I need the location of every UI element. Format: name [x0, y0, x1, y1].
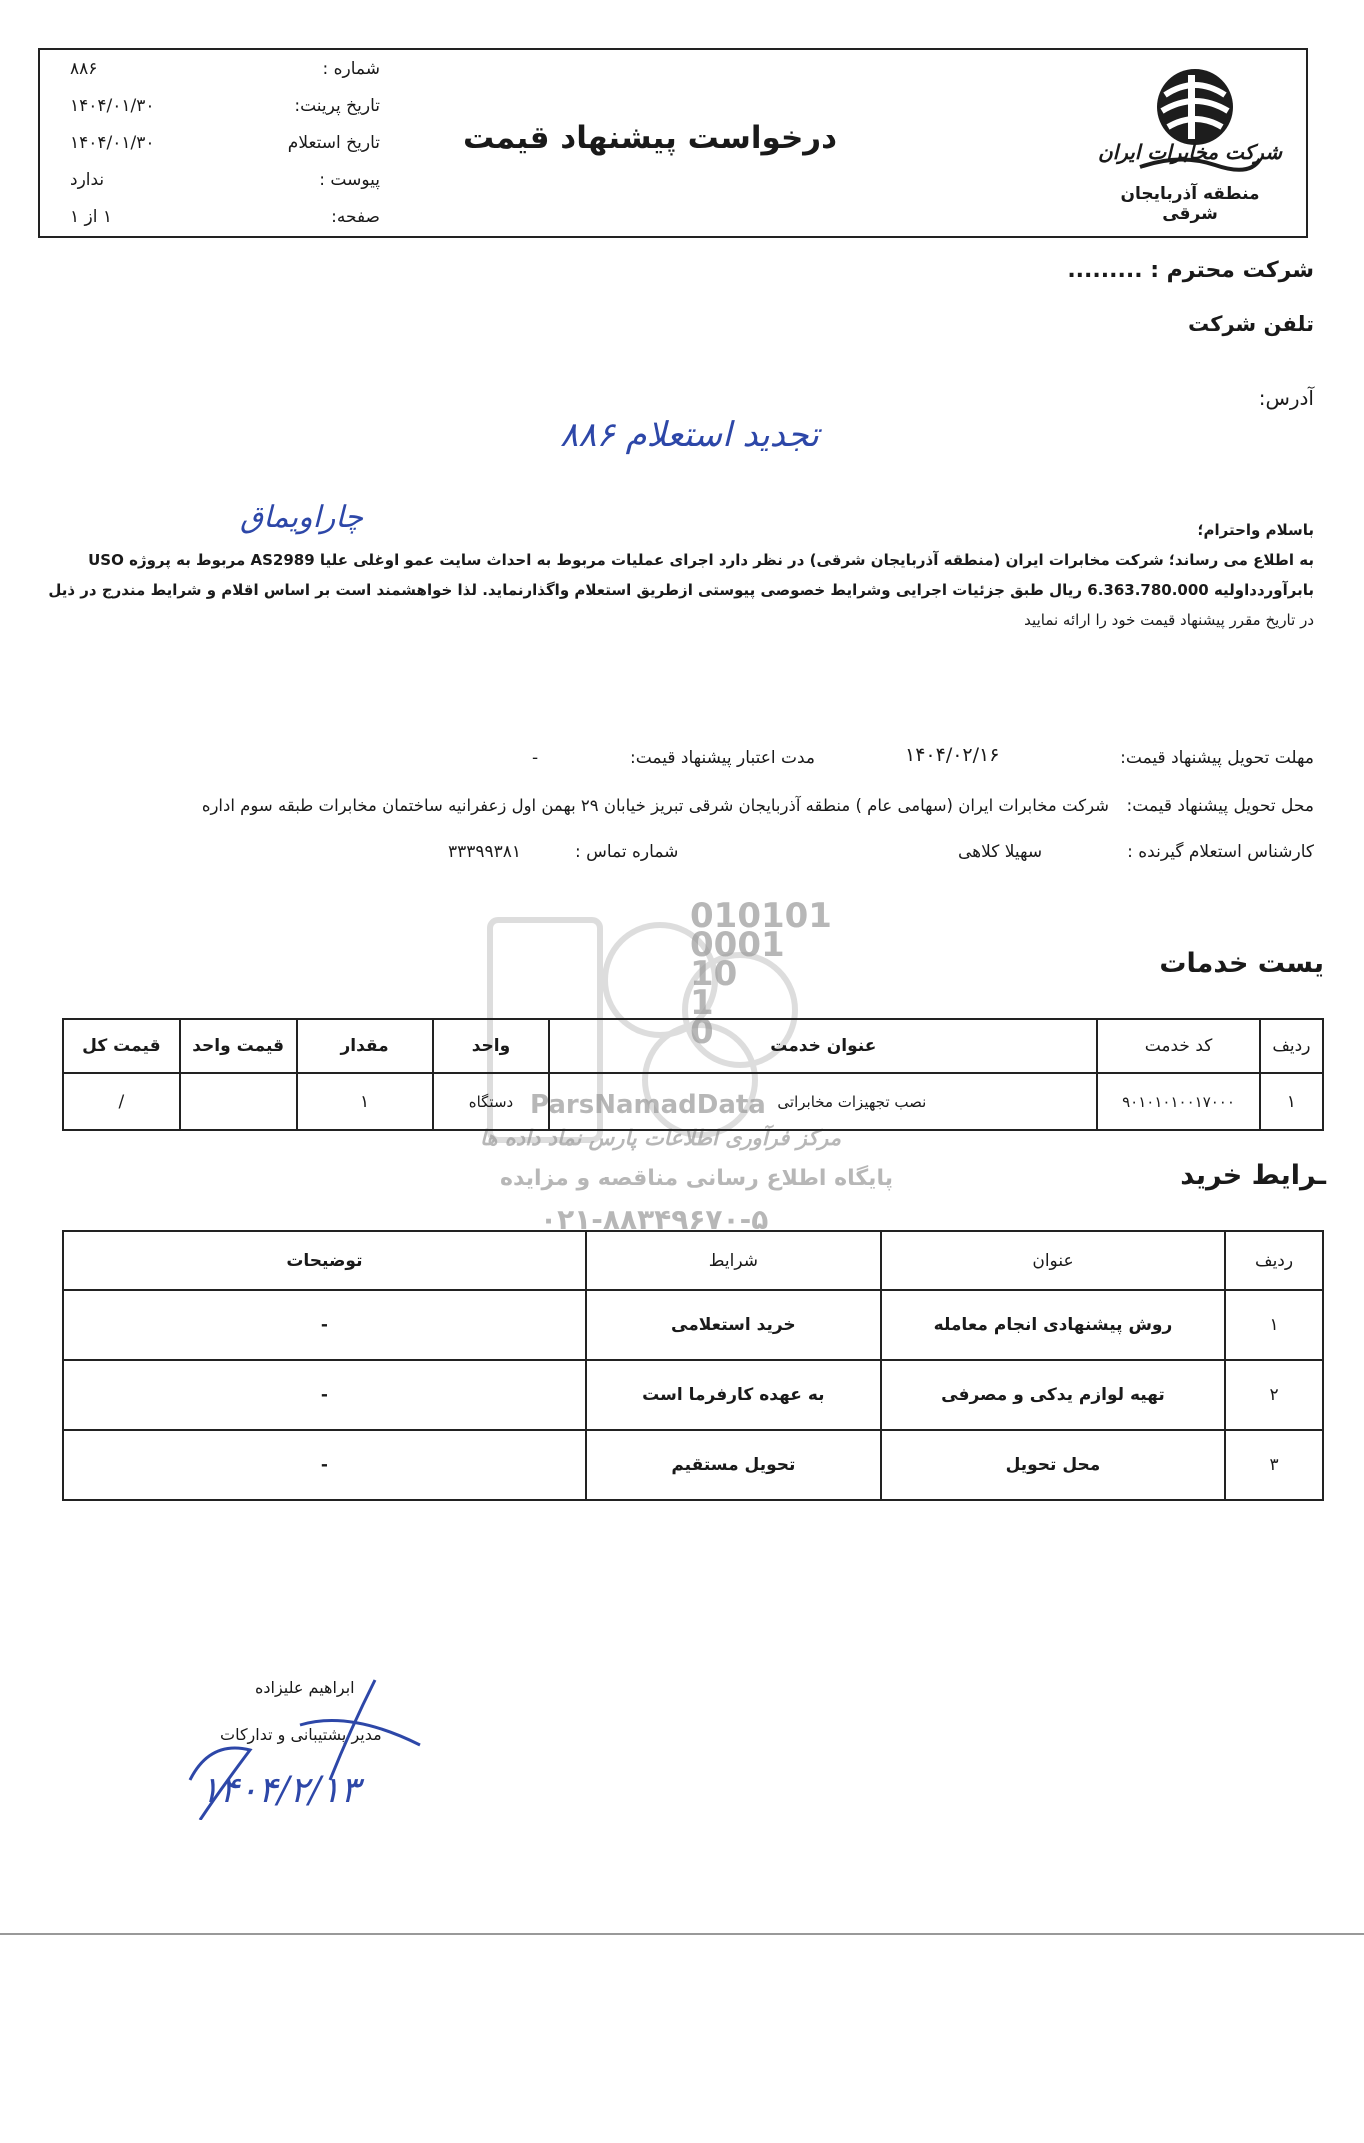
- conditions-table: [62, 1230, 1324, 1501]
- watermark-brand: ParsNamadData: [530, 1090, 766, 1120]
- signer-name: ابراهیم علیزاده: [255, 1678, 355, 1697]
- letter-line-3: در تاریخ مقرر پیشنهاد قیمت خود را ارائه نمایید: [1024, 611, 1314, 629]
- letter-greeting: باسلام واحترام؛: [1197, 521, 1314, 539]
- table-row: ۳ محل تحویل تحویل مستقیم -: [63, 1430, 1323, 1500]
- meta-number: شماره : ۸۸۶: [70, 58, 380, 79]
- company-name: شرکت مخابرات ایران: [1098, 140, 1282, 164]
- letter-line-1: به اطلاع می رساند؛ شرکت مخابرات ایران (منطقه آذربایجان شرقی) در نظر دارد اجرای عملیات مربوط به احداث سایت عمو اوغلی علیا AS2989 مربوط به پروژه USO: [88, 551, 1314, 569]
- recipient-company: شرکت محترم : .........: [1067, 258, 1314, 283]
- meta-print-date: تاریخ پرینت: ۱۴۰۴/۰۱/۳۰: [70, 95, 380, 116]
- place-value: شرکت مخابرات ایران (سهامی عام ) منطقه آذربایجان شرقی تبریز خیابان ۲۹ بهمن اول زعفرانیه ساختمان مخابرات طبقه سوم اداره: [201, 796, 1109, 815]
- meta-page: صفحه: ۱ از ۱: [70, 206, 380, 227]
- letter-body: [34, 515, 1314, 635]
- recipient-phone: تلفن شرکت: [1188, 312, 1314, 336]
- table-row: ۱ ۹۰۱۰۱۰۱۰۰۱۷۰۰۰ نصب تجهیزات مخابراتی دستگاه ۱ /: [63, 1073, 1323, 1130]
- conditions-header-row: ردیف عنوان شرایط توضیحات: [63, 1231, 1323, 1290]
- watermark-line-1: مرکز فرآوری اطلاعات پارس نماد داده ها: [480, 1126, 842, 1150]
- services-table: [62, 1018, 1324, 1131]
- validity-value: -: [532, 748, 539, 768]
- letter-line-2: بابرآوردداولیه 6.363.780.000 ریال طبق جزئیات اجرایی وشرایط خصوصی پیوستی ازطریق استعلام واگذارنماید. لذا خواهشمند است بر اساس اقلام و شرایط مندرج در ذیل: [48, 581, 1314, 599]
- page-title: درخواست پیشنهاد قیمت: [462, 120, 838, 156]
- expert-label: کارشناس استعلام گیرنده :: [1127, 842, 1314, 862]
- deadline-value: ۱۴۰۴/۰۲/۱۶: [905, 744, 1000, 766]
- signer-position: مدیر پشتیبانی و تدارکات: [220, 1725, 382, 1744]
- phone-value: ۳۳۳۹۹۳۸۱: [448, 842, 522, 862]
- location-note: چاراویماق: [240, 500, 364, 535]
- conditions-title: ـرایط خرید: [1180, 1160, 1326, 1191]
- signature-date: ۱۴۰۴/۲/۱۳: [200, 1770, 360, 1811]
- table-row: ۲ تهیه لوازم یدکی و مصرفی به عهده کارفرما است -: [63, 1360, 1323, 1430]
- phone-label: شماره تماس :: [575, 842, 679, 862]
- watermark-phone: ۰۲۱-۸۸۳۴۹۶۷۰-۵: [540, 1203, 769, 1236]
- table-row: ۱ روش پیشنهادی انجام معامله خرید استعلامی -: [63, 1290, 1323, 1360]
- watermark-line-2: پایگاه اطلاع رسانی مناقصه و مزایده: [500, 1166, 893, 1191]
- document-meta: [70, 50, 380, 235]
- validity-label: مدت اعتبار پیشنهاد قیمت:: [630, 748, 816, 768]
- region-name: منطقه آذربایجان شرقی: [1120, 184, 1260, 224]
- recipient-address: آدرس:: [1258, 386, 1314, 410]
- watermark-digits: 010101 0001 10 1 0: [690, 896, 832, 1052]
- place-label: محل تحویل پیشنهاد قیمت:: [1126, 796, 1314, 816]
- bottom-divider: [0, 1933, 1364, 1935]
- company-logo-icon: [1120, 55, 1270, 205]
- meta-attachment: پیوست : ندارد: [70, 169, 380, 190]
- renewal-note: تجدید استعلام ۸۸۶: [560, 415, 819, 455]
- services-title: یست خدمات: [1159, 948, 1324, 979]
- meta-inquiry-date: تاریخ استعلام ۱۴۰۴/۰۱/۳۰: [70, 132, 380, 153]
- deadline-label: مهلت تحویل پیشنهاد قیمت:: [1120, 748, 1314, 768]
- expert-value: سهیلا کلاهی: [958, 842, 1043, 862]
- services-header-row: ردیف کد خدمت عنوان خدمت واحد مقدار قیمت واحد قیمت کل: [63, 1019, 1323, 1073]
